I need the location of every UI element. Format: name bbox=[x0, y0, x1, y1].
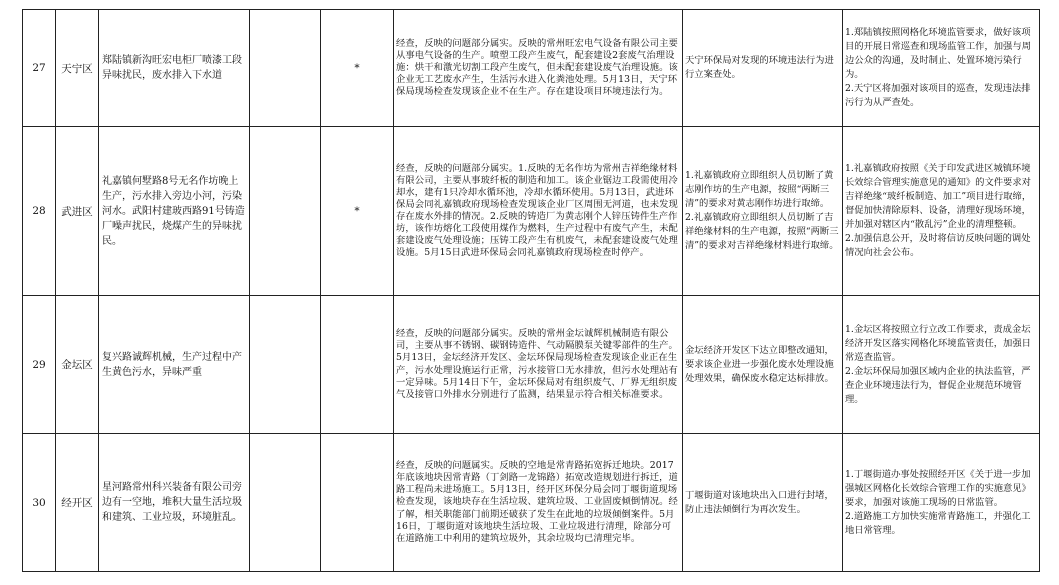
complaint-table bbox=[22, 9, 1040, 572]
handling-cell: 金坛经济开发区下达立即整改通知，要求该企业进一步强化废水处理设施处理效果，确保废水稳定达标排放。 bbox=[683, 296, 843, 434]
row-number: 29 bbox=[23, 296, 56, 434]
district-cell: 武进区 bbox=[56, 127, 99, 296]
handling-cell bbox=[683, 127, 843, 296]
district-cell: 经开区 bbox=[56, 434, 99, 572]
empty-cell bbox=[250, 296, 321, 434]
rectification-text: 1.礼嘉镇政府按照《关于印发武进区城镇环境长效综合管理实施意见的通知》的文件要求对吉祥绝缘“玻纤板制造、加工”项目进行取缔，督促加快清除原料、设备，清理好现场环境，并加强对辖区内“散乱污”企业的清理整顿。 2.加强信息公开，及时将信访反映问题的调处情况向社会公布。 bbox=[845, 163, 1032, 258]
issue-cell: 礼嘉镇何墅路8号无名作坊晚上生产，污水排入旁边小河，污染河水。武阳村建玻西路91号铸造厂噪声扰民，烧煤产生的异味扰民。 bbox=[99, 127, 250, 296]
key-case-mark bbox=[321, 434, 394, 572]
table-row bbox=[23, 10, 1040, 127]
handling-text: 1.礼嘉镇政府立即组织人员切断了黄志刚作坊的生产电源，按照“两断三清”的要求对黄志刚作坊进行取缔。 2.礼嘉镇政府立即组织人员切断了吉祥绝缘材料的生产电源，按照“两断三清”的要求对吉祥绝缘材料进行取缔。 bbox=[685, 170, 839, 251]
key-case-mark: * bbox=[321, 127, 394, 296]
issue-cell: 复兴路诚辉机械，生产过程中产生黄色污水，异味严重 bbox=[99, 296, 250, 434]
key-case-mark: * bbox=[321, 10, 394, 127]
investigation-cell: 经查，反映的问题部分属实。1.反映的无名作坊为常州吉祥绝缘材料有限公司，主要从事玻纤板的制造和加工。该企业锯边工段需使用冷却水，建有1只冷却水循环池，冷却水循环使用。5月13日，武进环保局会同礼嘉镇政府现场检查发现该企业厂区周围无河道，也未发现存在废水外排的情况。2.反映的铸造厂为黄志刚个人锌压铸件生产作坊，该作坊熔化工段使用煤作为燃料，生产过程中有废气产生，未配套建设废气处理设施；压铸工段产生有机废气，未配套建设废气处理设施。5月15日武进环保局会同礼嘉镇政府现场检查时停产。 bbox=[394, 127, 683, 296]
rectification-text: 1.郑陆镇按照网格化环境监管要求，做好该项目的开展日常巡查和现场监管工作，加强与周边公众的沟通，及时制止、处置环境污染行为。 2.天宁区将加强对该项目的巡查，发现违法排污行为从严查处。 bbox=[845, 27, 1031, 108]
rectification-cell bbox=[843, 127, 1040, 296]
handling-cell: 丁堰街道对该地块出入口进行封堵，防止违法倾倒行为再次发生。 bbox=[683, 434, 843, 572]
key-case-mark bbox=[321, 296, 394, 434]
row-number: 30 bbox=[23, 434, 56, 572]
table-row bbox=[23, 127, 1040, 296]
empty-cell bbox=[250, 127, 321, 296]
investigation-cell: 经查，反映的问题属实。反映的空地是常青路拓宽拆迁地块。2017年底该地块因常青路（丁剑路一龙锦路）拓宽改造规划进行拆迁，道路工程尚未进场施工。5月13日，经开区环保分局会同丁堰街道现场检查发现，该地块存在生活垃圾、建筑垃圾、工业固废倾倒情况。经了解，相关职能部门前期还破获了发生在此地的垃圾倾倒案件。5月16日，丁堰街道对该地块生活垃圾、工业垃圾进行清理，除部分可在道路施工中利用的建筑垃圾外，其余垃圾均已清理完毕。 bbox=[394, 434, 683, 572]
table-row bbox=[23, 296, 1040, 434]
rectification-text: 1.金坛区将按照立行立改工作要求，责成金坛经济开发区落实网格化环境监管责任，加强日常巡查监管。 2.金坛环保局加强区域内企业的执法监管，严查企业环境违法行为，督促企业规范环境管理。 bbox=[845, 323, 1031, 405]
empty-cell bbox=[250, 10, 321, 127]
table-row bbox=[23, 434, 1040, 572]
row-number: 28 bbox=[23, 127, 56, 296]
rectification-text: 1.丁堰街道办事处按照经开区《关于进一步加强城区网格化长效综合管理工作的实施意见》要求，加强对该施工现场的日常监管。 2.道路施工方加快实施常青路施工，并强化工地日常管理。 bbox=[845, 468, 1031, 536]
investigation-cell: 经查，反映的问题部分属实。反映的常州金坛诚辉机械制造有限公司，主要从事不锈钢、碳钢铸造件、气动隔膜泵关键零部件的生产。5月13日，金坛经济开发区、金坛环保局现场检查发现该企业正在生产，污水处理设施运行正常，污水接管口无水排放，但污水处理站有一定异味。5月14日下午，金坛环保局对有组织废气、厂界无组织废气及接管口外排水分别进行了监测，结果显示符合相关标准要求。 bbox=[394, 296, 683, 434]
handling-cell: 天宁环保局对发现的环境违法行为进行立案查处。 bbox=[683, 10, 843, 127]
district-cell: 金坛区 bbox=[56, 296, 99, 434]
investigation-cell: 经查，反映的问题部分属实。反映的常州旺宏电气设备有限公司主要从事电气设备的生产。喷塑工段产生废气，配套建设2套废气治理设施：烘干和激光切割工段产生废气，但未配套建设废气治理设施。该企业无工艺废水产生，生活污水进入化粪池处理。5月13日，天宁环保局现场检查发现该企业不在生产。存在建设项目环境违法行为。 bbox=[394, 10, 683, 127]
rectification-cell bbox=[843, 10, 1040, 127]
rectification-cell bbox=[843, 434, 1040, 572]
issue-cell: 郑陆镇新沟旺宏电柜厂喷漆工段异味扰民，废水排入下水道 bbox=[99, 10, 250, 127]
rectification-cell bbox=[843, 296, 1040, 434]
district-cell: 天宁区 bbox=[56, 10, 99, 127]
row-number: 27 bbox=[23, 10, 56, 127]
empty-cell bbox=[250, 434, 321, 572]
issue-cell: 星河路常州科兴装备有限公司旁边有一空地，堆积大量生活垃圾和建筑、工业垃圾，环境脏乱。 bbox=[99, 434, 250, 572]
